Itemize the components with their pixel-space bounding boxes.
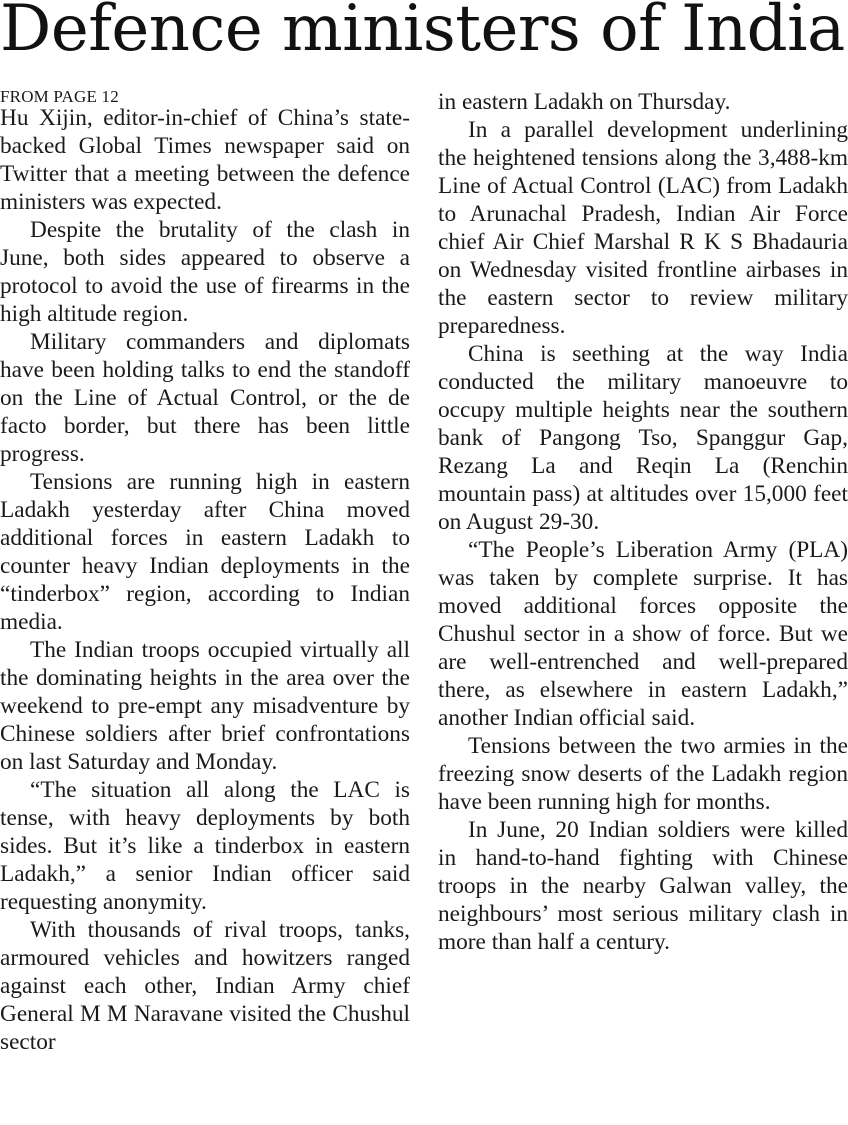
paragraph: China is seething at the way India conducted the military manoeuvre to occupy multiple heights near the southern bank of Pangong Tso, Spanggur Gap, Rezang La and Reqin La (Renchin mountain pass) at altitudes over 15,000 feet on August 29-30.: [438, 341, 848, 535]
paragraph: In June, 20 Indian soldiers were killed in hand-to-hand fighting with Chinese troops in the nearby Galwan valley, the neighbours’ most serious military clash in more than half a century.: [438, 817, 848, 955]
article-column-left: [0, 88, 410, 1056]
paragraph: Despite the brutality of the clash in June, both sides appeared to observe a protocol to avoid the use of firearms in the high altitude region.: [0, 217, 410, 327]
paragraph: With thousands of rival troops, tanks, armoured vehicles and howitzers ranged against each other, Indian Army chief General M M Naravane visited the Chushul sector: [0, 917, 410, 1055]
paragraph: “The situation all along the LAC is tense, with heavy deployments by both sides. But it’s like a tinderbox in eastern Ladakh,” a senior Indian officer said requesting anonymity.: [0, 777, 410, 915]
paragraph: Tensions between the two armies in the freezing snow deserts of the Ladakh region have been running high for months.: [438, 733, 848, 815]
paragraph: In a parallel development underlining the heightened tensions along the 3,488-km Line of Actual Control (LAC) from Ladakh to Arunachal Pradesh, Indian Air Force chief Air Chief Marshal R K S Bhadauria on Wednesday visited frontline airbases in the eastern sector to review military preparedness.: [438, 117, 848, 339]
paragraph: The Indian troops occupied virtually all the dominating heights in the area over the weekend to pre-empt any misadventure by Chinese soldiers after brief confrontations on last Saturday and Monday.: [0, 637, 410, 775]
paragraph: Hu Xijin, editor-in-chief of China’s state-backed Global Times newspaper said on Twitter that a meeting between the defence ministers was expected.: [0, 105, 410, 215]
article-column-right: [438, 88, 848, 956]
headline: Defence ministers of India: [0, 0, 845, 66]
paragraph: “The People’s Liberation Army (PLA) was taken by complete surprise. It has moved additional forces opposite the Chushul sector in a show of force. But we are well-entrenched and well-prepared there, as elsewhere in eastern Ladakh,” another Indian official said.: [438, 537, 848, 731]
paragraph: Military commanders and diplomats have been holding talks to end the standoff on the Line of Actual Control, or the de facto border, but there has been little progress.: [0, 329, 410, 467]
paragraph-continued: in eastern Ladakh on Thursday.: [438, 89, 731, 115]
dateline: FROM PAGE 12: [0, 87, 119, 106]
paragraph: Tensions are running high in eastern Ladakh yesterday after China moved additional forces in eastern Ladakh to counter heavy Indian deployments in the “tinderbox” region, according to Indian media.: [0, 469, 410, 635]
